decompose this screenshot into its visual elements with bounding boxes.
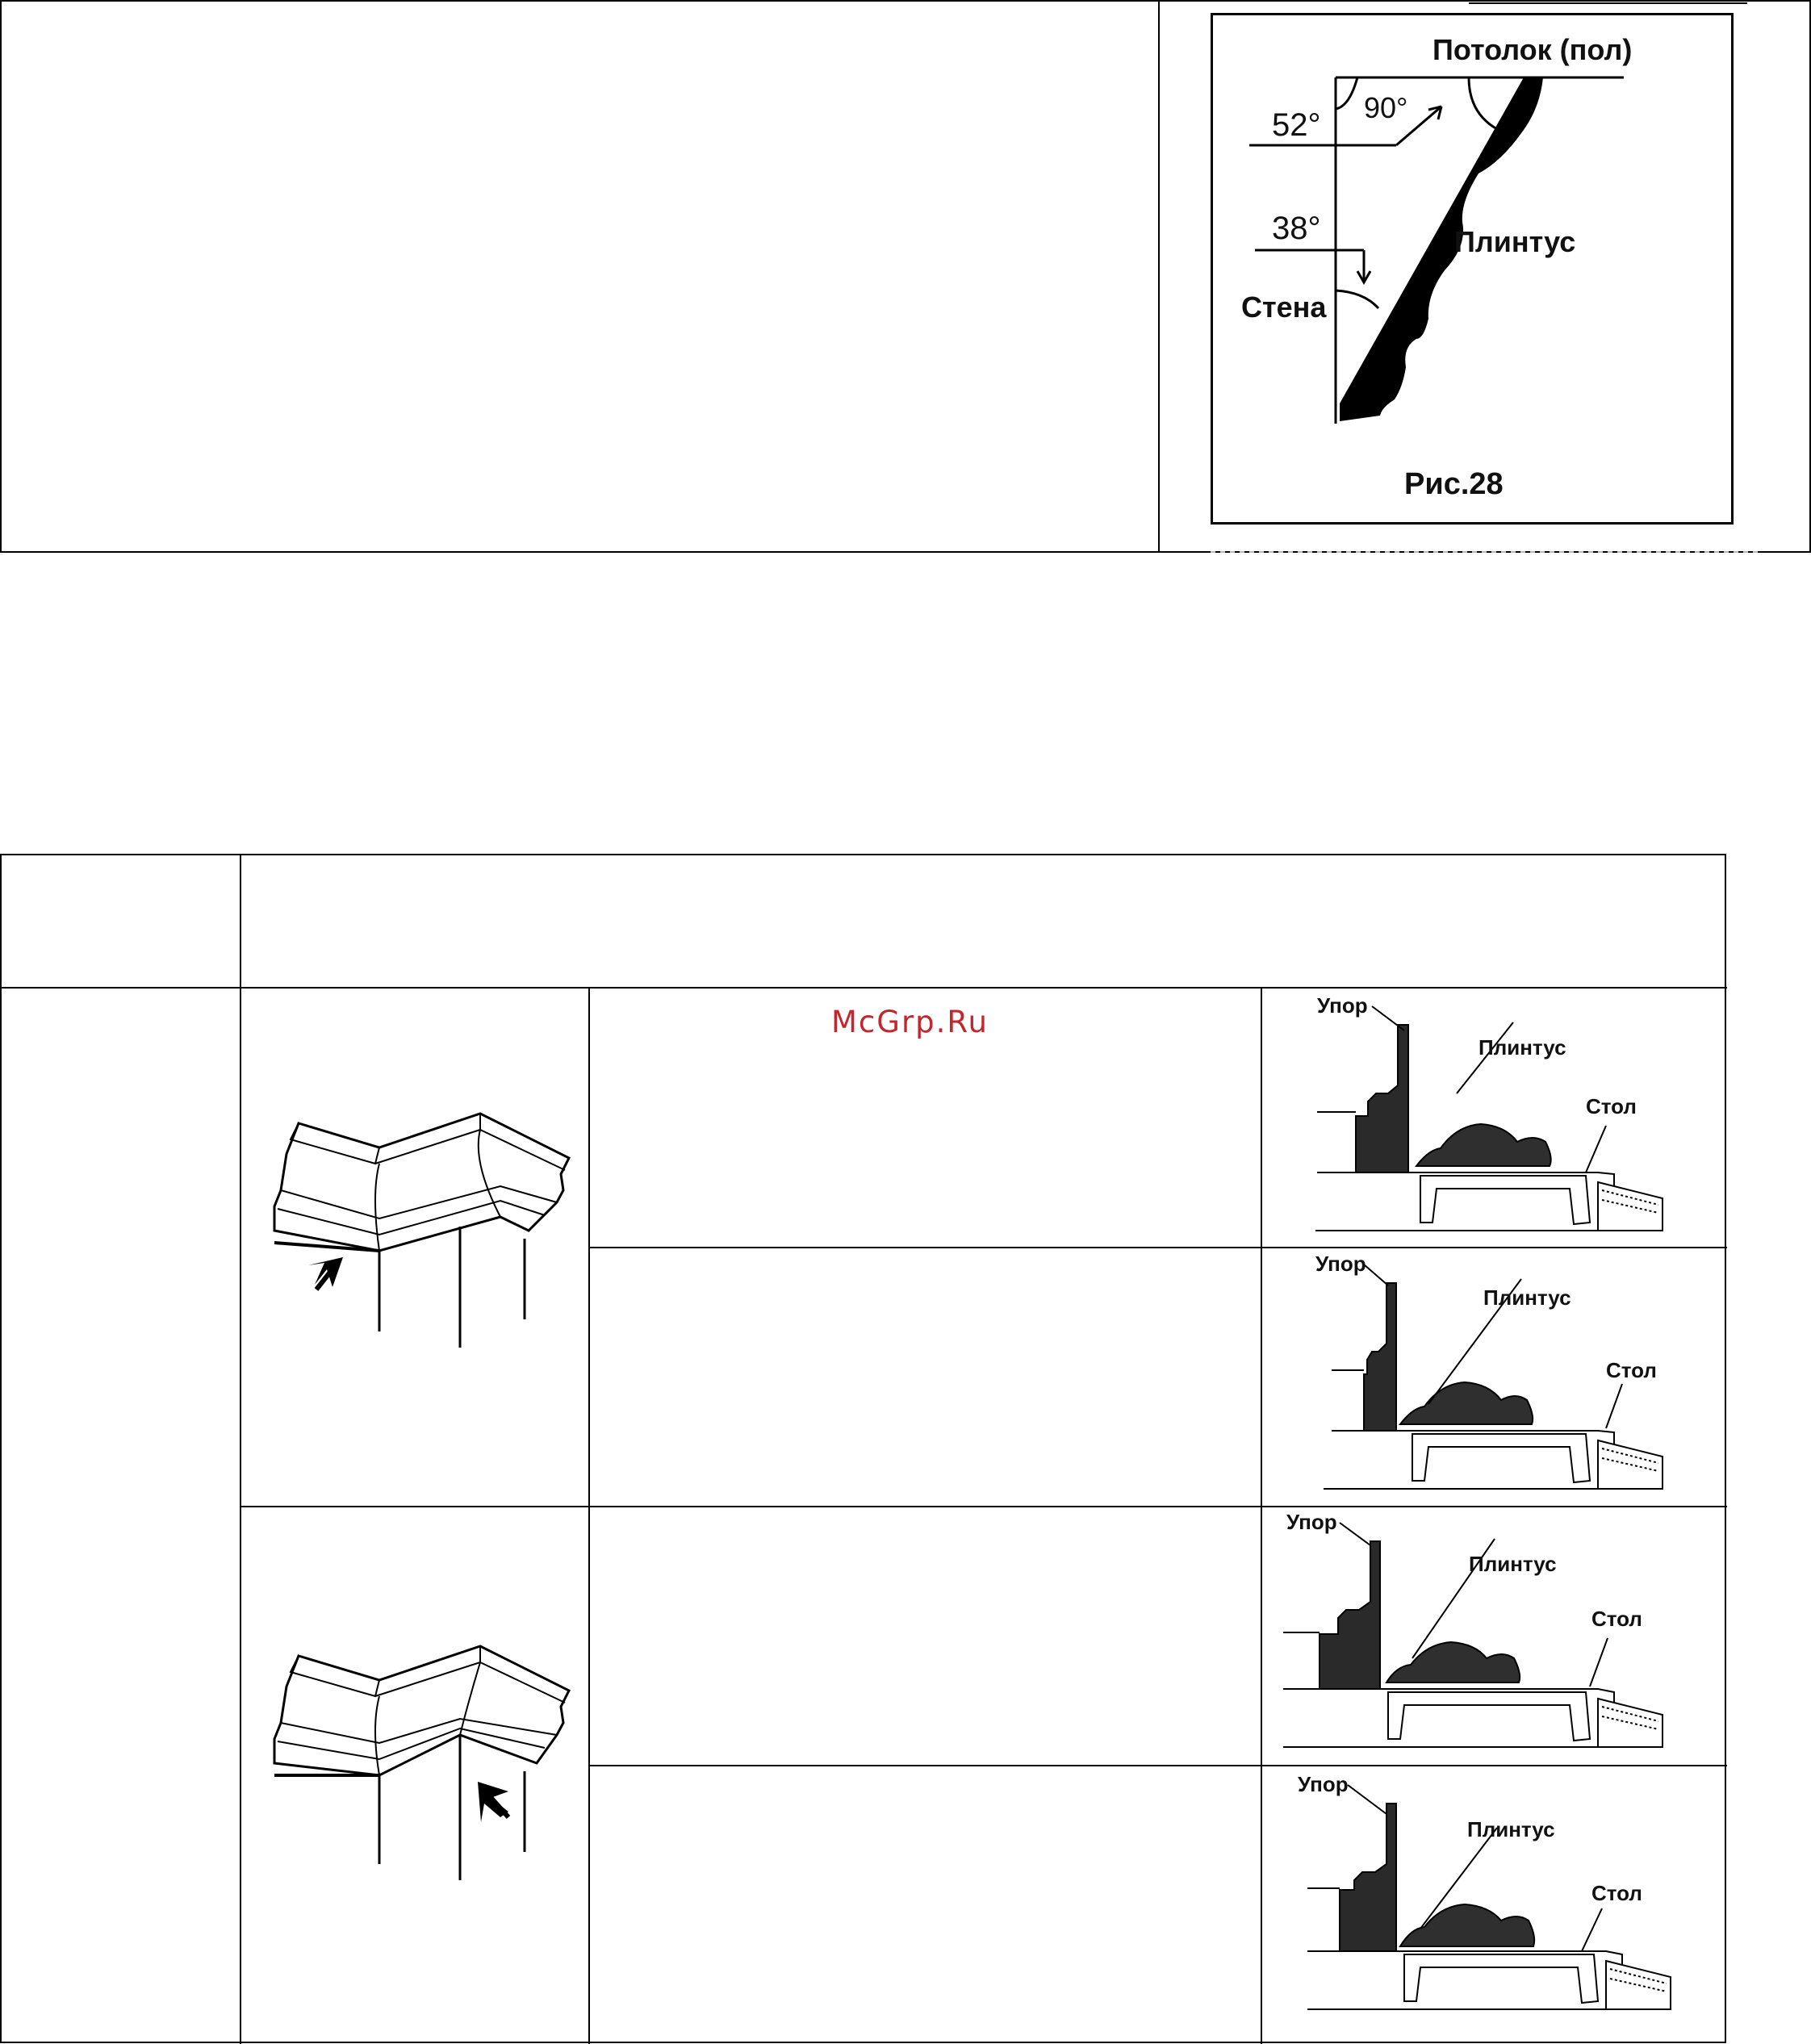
saw-4-stop-label: Упор: [1298, 1772, 1349, 1796]
inside-corner-illustration: [266, 1106, 573, 1356]
saw-1-table-label: Стол: [1586, 1094, 1637, 1118]
saw-diagram-1: [1307, 989, 1695, 1239]
saw-1-molding-label: Плинтус: [1478, 1035, 1566, 1060]
ceiling-label: Потолок (пол): [1432, 33, 1633, 66]
angle-52-label: 52°: [1272, 107, 1321, 143]
saw-diagram-3: [1275, 1505, 1695, 1755]
saw-diagram-4: [1291, 1767, 1695, 2017]
saw-1-stop-label: Упор: [1317, 993, 1368, 1018]
molding-label: Плинтус: [1454, 225, 1576, 258]
saw-3-stop-label: Упор: [1286, 1510, 1337, 1534]
figure-caption: Рис.28: [1404, 467, 1504, 501]
angle-90-label: 90°: [1364, 91, 1408, 124]
angle-38-label: 38°: [1272, 211, 1321, 246]
saw-2-table-label: Стол: [1606, 1358, 1657, 1382]
saw-2-stop-label: Упор: [1315, 1252, 1366, 1276]
outside-corner-illustration: [266, 1638, 573, 1888]
wall-label: Стена: [1241, 291, 1327, 324]
saw-4-molding-label: Плинтус: [1467, 1817, 1555, 1841]
figure-28-diagram: [0, 0, 1811, 553]
saw-4-table-label: Стол: [1591, 1881, 1642, 1905]
saw-2-molding-label: Плинтус: [1483, 1285, 1571, 1310]
watermark: McGrp.Ru: [831, 1005, 989, 1039]
saw-3-table-label: Стол: [1591, 1607, 1642, 1631]
saw-3-molding-label: Плинтус: [1469, 1552, 1557, 1576]
saw-diagram-2: [1307, 1247, 1695, 1497]
